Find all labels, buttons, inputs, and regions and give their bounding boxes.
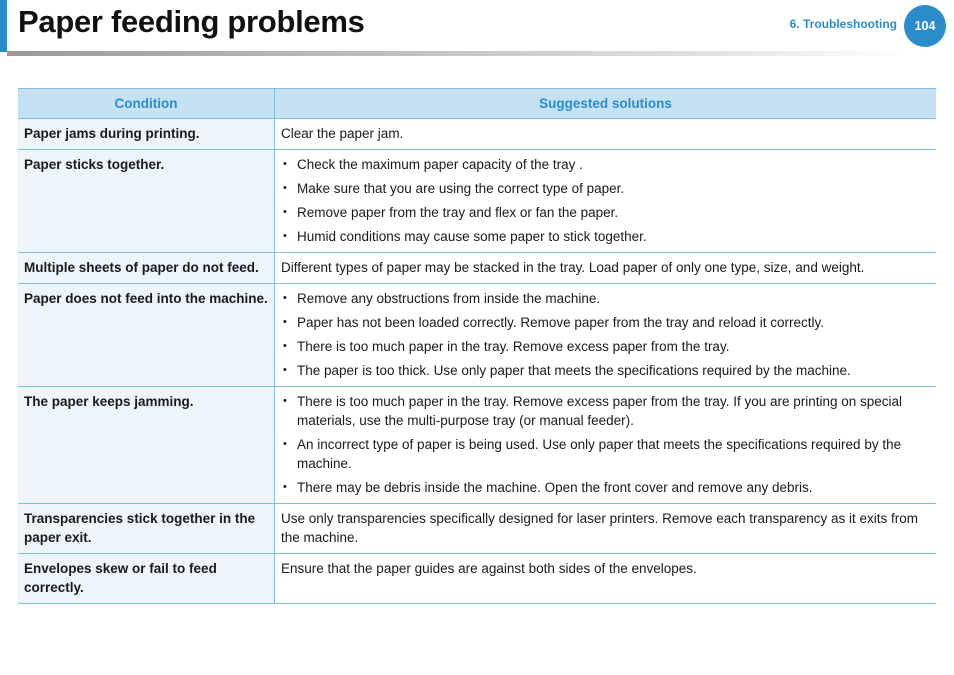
solution-text: Clear the paper jam. bbox=[281, 126, 404, 141]
solutions-cell bbox=[275, 504, 937, 554]
solution-item: • There is too much paper in the tray. Remove excess paper from the tray. bbox=[281, 337, 930, 356]
solution-list bbox=[281, 392, 930, 497]
solutions-cell bbox=[275, 387, 937, 504]
solution-item: • Paper has not been loaded correctly. Remove paper from the tray and reload it correctly. bbox=[281, 313, 930, 332]
condition-cell: Paper sticks together. bbox=[18, 150, 275, 253]
solutions-cell bbox=[275, 253, 937, 284]
solution-item: • There is too much paper in the tray. Remove excess paper from the tray. If you are printing on special materials, use the multi-purpose tray (or manual feeder). bbox=[281, 392, 930, 430]
solutions-cell bbox=[275, 554, 937, 604]
solution-item: • The paper is too thick. Use only paper that meets the specifications required by the machine. bbox=[281, 361, 930, 380]
condition-cell: Paper jams during printing. bbox=[18, 119, 275, 150]
table-header-row bbox=[18, 89, 936, 119]
table-row bbox=[18, 504, 936, 554]
section-label[interactable]: 6. Troubleshooting bbox=[789, 17, 897, 31]
solution-text: Ensure that the paper guides are against both sides of the envelopes. bbox=[281, 561, 697, 576]
solution-item: • Humid conditions may cause some paper to stick together. bbox=[281, 227, 930, 246]
header-divider bbox=[7, 51, 907, 56]
solution-list bbox=[281, 289, 930, 380]
table-row bbox=[18, 253, 936, 284]
solution-list bbox=[281, 155, 930, 246]
page-title: Paper feeding problems bbox=[18, 4, 365, 39]
condition-cell: Transparencies stick together in the paper exit. bbox=[18, 504, 275, 554]
condition-cell: Paper does not feed into the machine. bbox=[18, 284, 275, 387]
solution-item: • There may be debris inside the machine. Open the front cover and remove any debris. bbox=[281, 478, 930, 497]
solution-item: • Remove paper from the tray and flex or fan the paper. bbox=[281, 203, 930, 222]
table-row bbox=[18, 150, 936, 253]
condition-cell: Multiple sheets of paper do not feed. bbox=[18, 253, 275, 284]
solution-item: • Check the maximum paper capacity of the tray . bbox=[281, 155, 930, 174]
page-number-badge: 104 bbox=[904, 5, 946, 47]
table-body bbox=[18, 119, 936, 604]
solution-text: Use only transparencies specifically designed for laser printers. Remove each transparency as it exits from the machine. bbox=[281, 511, 919, 545]
table-row bbox=[18, 284, 936, 387]
solution-item: • Remove any obstructions from inside the machine. bbox=[281, 289, 930, 308]
header-accent-bar bbox=[0, 0, 7, 52]
solution-item: • Make sure that you are using the correct type of paper. bbox=[281, 179, 930, 198]
condition-cell: The paper keeps jamming. bbox=[18, 387, 275, 504]
table-row bbox=[18, 387, 936, 504]
column-header-condition: Condition bbox=[18, 89, 275, 119]
troubleshooting-table bbox=[18, 88, 936, 604]
solutions-cell bbox=[275, 150, 937, 253]
table-row bbox=[18, 119, 936, 150]
condition-cell: Envelopes skew or fail to feed correctly. bbox=[18, 554, 275, 604]
solutions-cell bbox=[275, 119, 937, 150]
column-header-solutions: Suggested solutions bbox=[275, 89, 937, 119]
solutions-cell bbox=[275, 284, 937, 387]
solution-item: • An incorrect type of paper is being used. Use only paper that meets the specifications required by the machine. bbox=[281, 435, 930, 473]
table-row bbox=[18, 554, 936, 604]
solution-text: Different types of paper may be stacked in the tray. Load paper of only one type, size, and weight. bbox=[281, 260, 865, 275]
